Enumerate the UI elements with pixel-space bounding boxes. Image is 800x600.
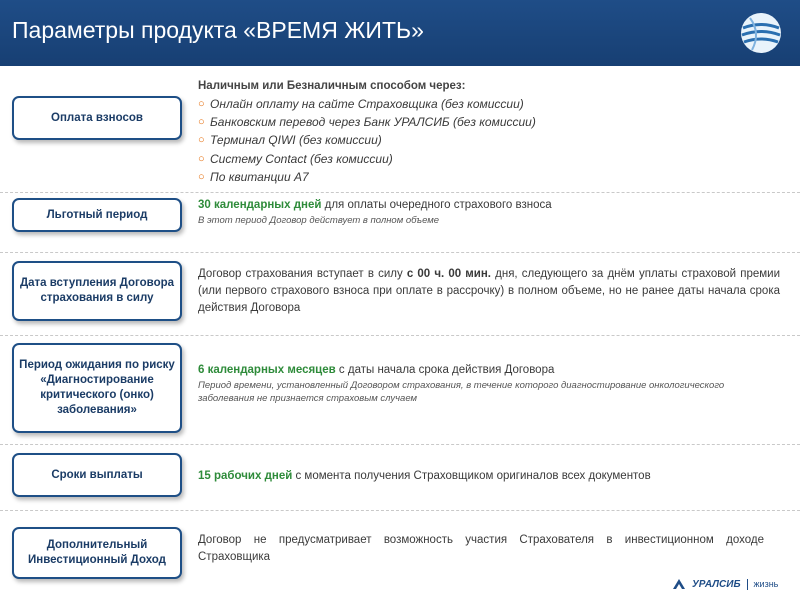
payment-list (198, 95, 536, 186)
circle-bullet-icon: ○ (198, 170, 205, 183)
waiting-section (198, 362, 758, 405)
list-item: ○ Систему Contact (без комиссии) (198, 150, 536, 168)
divider (0, 510, 800, 511)
divider (0, 192, 800, 193)
footer-tag: жизнь (753, 579, 779, 589)
waiting-note: Период времени, установленный Договором страхования, в течение которого диагностирование онкологического заболевания не признается страховым случаем (198, 380, 725, 404)
list-item: ○ Онлайн оплату на сайте Страховщика (без комиссии) (198, 95, 536, 113)
circle-bullet-icon: ○ (198, 134, 205, 147)
uralsib-emblem-icon (672, 577, 686, 591)
grace-section (198, 197, 788, 227)
list-item: ○ По квитанции А7 (198, 168, 536, 186)
divider (0, 335, 800, 336)
label-payout-term: Сроки выплаты (12, 453, 182, 497)
payment-title: Наличным или Безналичным способом через: (198, 80, 466, 92)
circle-bullet-icon: ○ (198, 152, 205, 165)
circle-bullet-icon: ○ (198, 98, 205, 110)
footer-logo (672, 575, 778, 593)
footer-separator (747, 579, 748, 590)
label-effective-date: Дата вступления Договора страхования в силу (12, 261, 182, 321)
income-text: Договор не предусматривает возможность участия Страхователя в инвестиционном доходе Страховщика (198, 534, 764, 563)
waiting-highlight: 6 календарных месяцев (198, 364, 336, 376)
grace-note: В этот период Договор действует в полном объеме (198, 215, 440, 226)
globe-logo-icon (740, 12, 782, 54)
effective-time: с 00 ч. 00 мин. (406, 268, 491, 280)
divider (0, 252, 800, 253)
page-title: Параметры продукта «ВРЕМЯ ЖИТЬ» (12, 17, 424, 43)
label-investment-income: Дополнительный Инвестиционный Доход (12, 527, 182, 579)
list-item: ○ Терминал QIWI (без комиссии) (198, 131, 536, 149)
footer-brand: УРАЛСИБ (692, 578, 741, 590)
grace-text: для оплаты очередного страхового взноса (321, 199, 552, 211)
payment-section (198, 80, 536, 186)
effective-section (198, 266, 780, 317)
label-grace-period: Льготный период (12, 198, 182, 232)
effective-text-after: дня, следующего за днём уплаты страховой премии (или первого страхового взноса при оплате в рассрочку) в полном объеме, но не ранее даты начала срока действия Договора (198, 268, 781, 314)
waiting-text: с даты начала срока действия Договора (335, 364, 555, 376)
payout-text: с момента получения Страховщиком оригиналов всех документов (292, 470, 651, 482)
income-section (198, 532, 764, 566)
circle-bullet-icon: ○ (198, 116, 205, 129)
grace-highlight: 30 календарных дней (198, 199, 322, 211)
list-item: ○ Банковским перевод через Банк УРАЛСИБ (без комиссии) (198, 113, 536, 131)
label-payment: Оплата взносов (12, 96, 182, 140)
payout-highlight: 15 рабочих дней (198, 470, 293, 482)
payout-section (198, 468, 788, 485)
header-bar (0, 0, 800, 66)
divider (0, 444, 800, 445)
label-waiting-period: Период ожидания по риску «Диагностирование критического (онко) заболевания» (12, 343, 182, 433)
effective-text-before: Договор страхования вступает в силу (198, 268, 407, 280)
